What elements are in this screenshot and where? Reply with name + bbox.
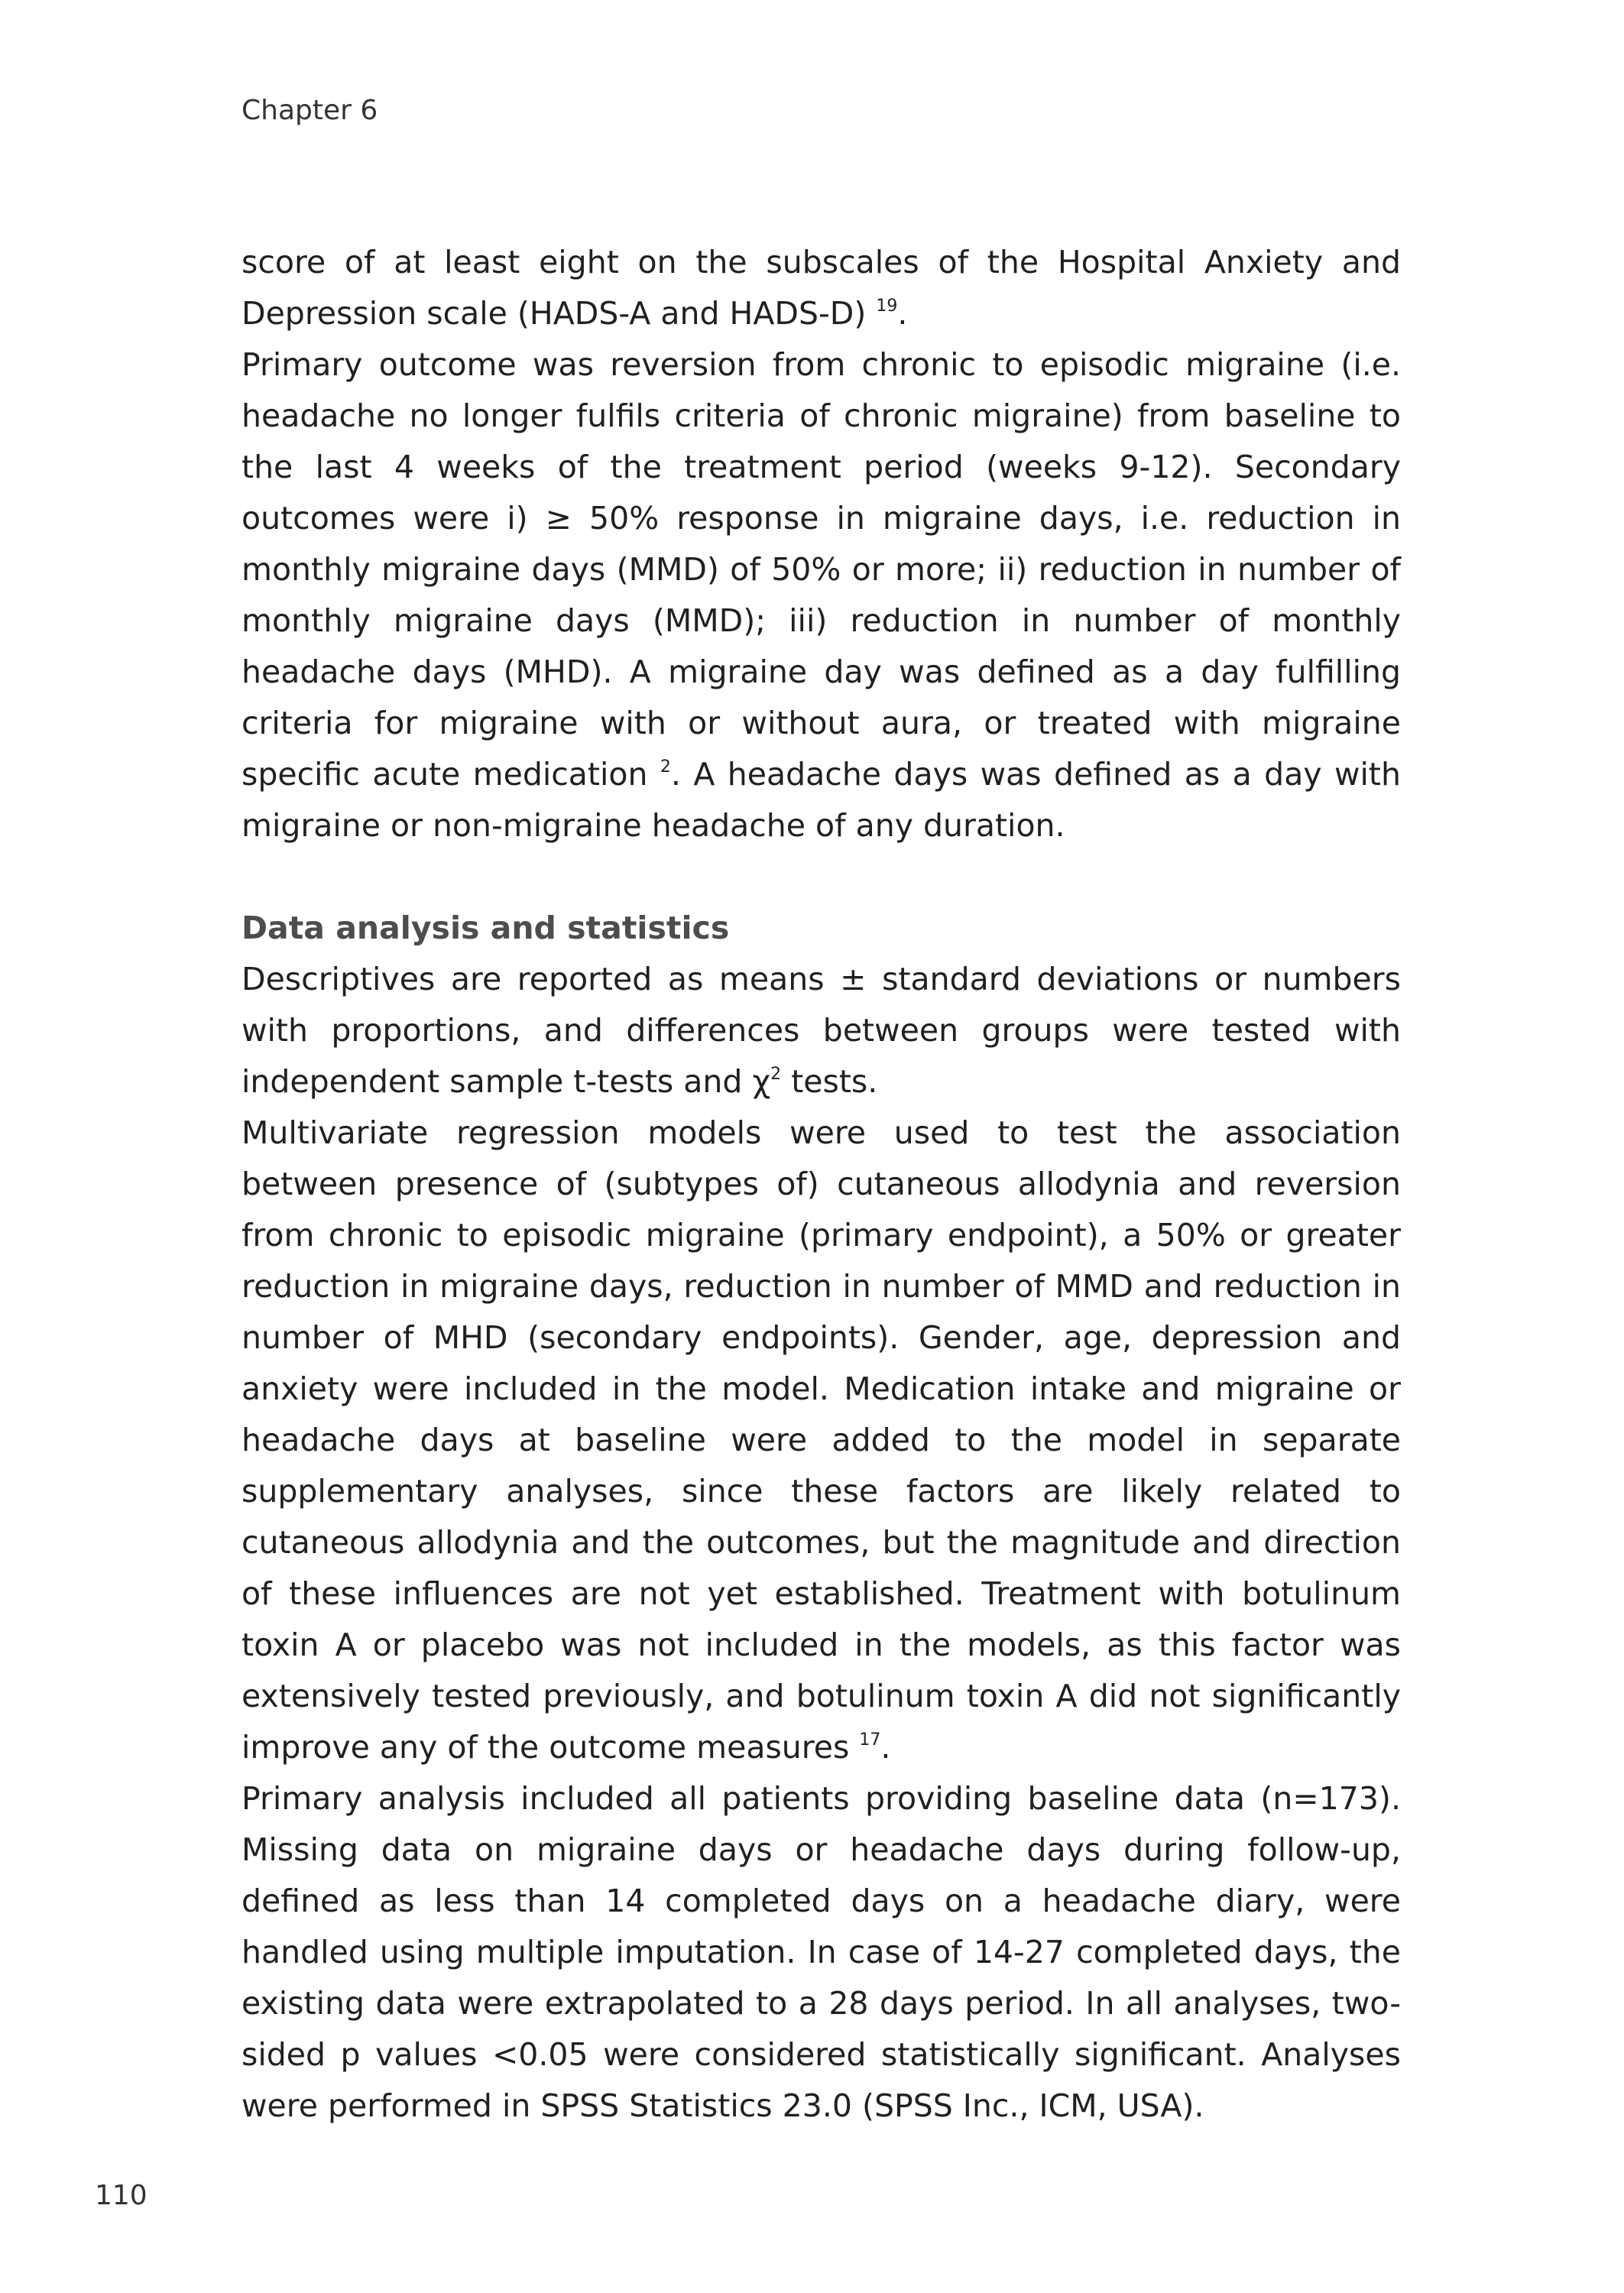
body-text xyxy=(241,237,1401,2132)
paragraph-regression: Multivariate regression models were used to test the association between presence of (subtypes of) cutaneous allodynia and reversion from chronic to episodic migraine (primary endpoint), a 50% or greater reduction in migraine days, reduction in number of MMD and reduction in number of MHD (secondary endpoints). Gender, age, depression and anxiety were included in the model. Medication intake and migraine or headache days at baseline were added to the model in separate supplementary analyses, since these factors are likely related to cutaneous allodynia and the outcomes, but the magnitude and direction of these influences are not yet established. Treatment with botulinum toxin A or placebo was not included in the models, as this factor was extensively tested previously, and botulinum toxin A did not significantly improve any of the outcome measures $^{17}$. xyxy=(241,1114,1401,1766)
citation-ref: 2 xyxy=(660,757,671,777)
section-heading: Data analysis and statistics xyxy=(241,910,730,946)
page-number: 110 xyxy=(95,2180,147,2211)
paragraph-descriptives-text-b: tests. xyxy=(781,1063,878,1100)
chi-square-superscript: 2 xyxy=(770,1065,782,1084)
paragraph-descriptives xyxy=(241,954,1401,1108)
paragraph-descriptives-text-a: Descriptives are reported as means ± standard deviations or numbers with proportions, and differences between groups were tested with independent sample t-tests and χ xyxy=(241,961,1401,1100)
running-head: Chapter 6 xyxy=(241,95,378,126)
paragraph-regression-text: Multivariate regression models were used to test the association between presence of (subtypes of) cutaneous allodynia and reversion from chronic to episodic migraine (primary endpoint), a 50% or greater reduction in migraine days, reduction in number of MMD and reduction in number of MHD (secondary endpoints). Gender, age, depression and anxiety were included in the model. Medication intake and migraine or headache days at baseline were added to the model in separate supplementary analyses, since these factors are likely related to cutaneous allodynia and the outcomes, but the magnitude and direction of these influences are not yet established. Treatment with botulinum toxin A or placebo was not included in the models, as this factor was extensively tested previously, and botulinum toxin A did not significantly improve any of the outcome measures xyxy=(241,1114,1401,1766)
paragraph-outcomes-text-b: . A headache days was defined as a day with migraine or non-migraine headache of any duration. xyxy=(241,756,1401,844)
paragraph-outcomes xyxy=(241,339,1401,851)
paragraph-hads: score of at least eight on the subscales of the Hospital Anxiety and Depression scale (HADS-A and HADS-D) $^{19}$. xyxy=(241,244,1401,332)
paragraph-primary-analysis: Primary analysis included all patients providing baseline data (n=173). Missing data on migraine days or headache days during follow-up, defined as less than 14 completed days on a headache diary, were handled using multiple imputation. In case of 14-27 completed days, the existing data were extrapolated to a 28 days period. In all analyses, two-sided p values <0.05 were considered statistically significant. Analyses were performed in SPSS Statistics 23.0 (SPSS Inc., ICM, USA). xyxy=(241,1780,1401,2124)
citation-ref: 19 xyxy=(876,297,898,316)
paragraph-hads-text: score of at least eight on the subscales of the Hospital Anxiety and Depression scale (HADS-A and HADS-D) xyxy=(241,244,1401,332)
citation-ref: 17 xyxy=(859,1730,881,1750)
paragraph-outcomes-text-a: Primary outcome was reversion from chronic to episodic migraine (i.e. headache no longer fulfils criteria of chronic migraine) from baseline to the last 4 weeks of the treatment period (weeks 9-12). Secondary outcomes were i) ≥ 50% response in migraine days, i.e. reduction in monthly migraine days (MMD) of 50% or more; ii) reduction in number of monthly migraine days (MMD); iii) reduction in number of monthly headache days (MHD). A migraine day was defined as a day fulfilling criteria for migraine with or without aura, or treated with migraine specific acute medication xyxy=(241,346,1401,793)
